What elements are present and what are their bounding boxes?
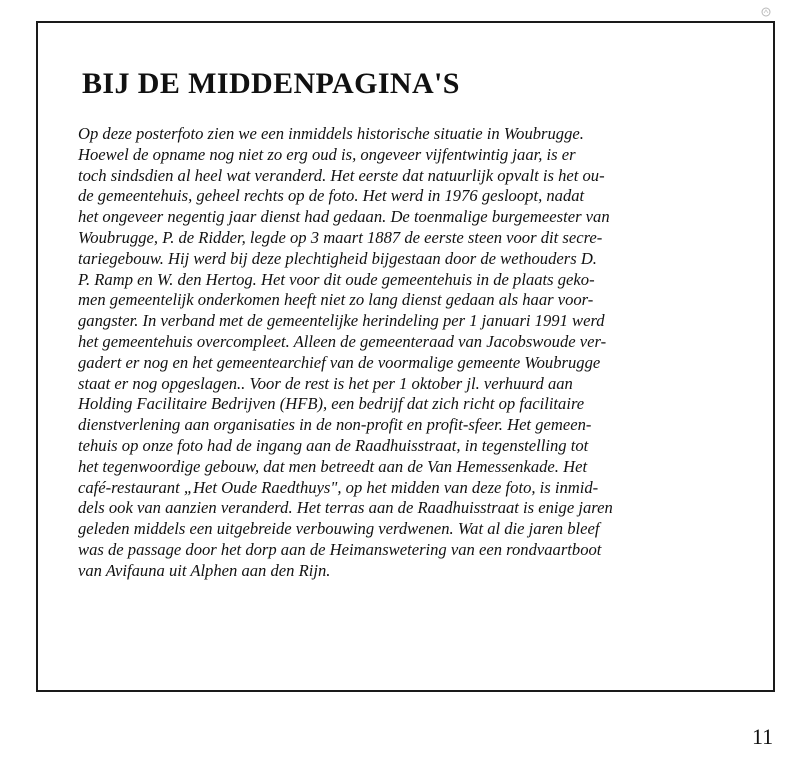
body-line: gangster. In verband met de gemeentelijke herindeling per 1 januari 1991 werd bbox=[78, 311, 605, 331]
body-line: het gemeentehuis overcompleet. Alleen de gemeenteraad van Jacobswoude ver- bbox=[78, 331, 607, 351]
body-line: was de passage door het dorp aan de Heimanswetering van een rondvaartboot bbox=[78, 539, 602, 559]
body-line: van Avifauna uit Alphen aan den Rijn. bbox=[78, 560, 331, 580]
body-line: men gemeentelijk onderkomen heeft niet zo lang dienst gedaan als haar voor- bbox=[78, 290, 594, 310]
page-number: 11 bbox=[752, 724, 774, 749]
article-body bbox=[78, 124, 768, 582]
body-line: het tegenwoordige gebouw, dat men betreedt aan de Van Hemessenkade. Het bbox=[78, 456, 588, 476]
body-line: Op deze posterfoto zien we een inmiddels historische situatie in Woubrugge. bbox=[78, 124, 584, 143]
body-line: het ongeveer negentig jaar dienst had gedaan. De toenmalige burgemeester van bbox=[78, 207, 610, 227]
body-line: tariegebouw. Hij werd bij deze plechtigheid bijgestaan door de wethouders D. bbox=[78, 248, 597, 268]
body-line: dels ook van aanzien veranderd. Het terras aan de Raadhuisstraat is enige jaren bbox=[78, 498, 613, 518]
body-line: P. Ramp en W. den Hertog. Het voor dit oude gemeentehuis in de plaats geko- bbox=[78, 269, 595, 289]
body-line: dienstverlening aan organisaties in de non-profit en profit-sfeer. Het gemeen- bbox=[78, 415, 592, 435]
article-heading: BIJ DE MIDDENPAGINA'S bbox=[82, 67, 460, 100]
body-line: de gemeentehuis, geheel rechts op de foto. Het werd in 1976 gesloopt, nadat bbox=[78, 186, 585, 206]
body-line: Holding Facilitaire Bedrijven (HFB), een bedrijf dat zich richt op facilitaire bbox=[78, 394, 585, 414]
body-line: tehuis op onze foto had de ingang aan de Raadhuisstraat, in tegenstelling tot bbox=[78, 435, 589, 455]
body-line: geleden middels een uitgebreide verbouwing verdwenen. Wat al die jaren bleef bbox=[78, 519, 600, 539]
body-line: toch sindsdien al heel wat veranderd. Het eerste dat natuurlijk opvalt is het ou- bbox=[78, 165, 605, 185]
body-line: Woubrugge, P. de Ridder, legde op 3 maart 1887 de eerste steen voor dit secre- bbox=[78, 227, 603, 247]
body-line: Hoewel de opname nog niet zo erg oud is, ongeveer vijfentwintig jaar, is er bbox=[78, 144, 576, 164]
body-line: gadert er nog en het gemeentearchief van de voormalige gemeente Woubrugge bbox=[78, 352, 601, 372]
body-line: café-restaurant „Het Oude Raedthuys", op het midden van deze foto, is inmid- bbox=[78, 477, 599, 497]
scan-smudge-icon bbox=[760, 6, 772, 18]
body-line: staat er nog opgeslagen.. Voor de rest is het per 1 oktober jl. verhuurd aan bbox=[78, 373, 573, 393]
